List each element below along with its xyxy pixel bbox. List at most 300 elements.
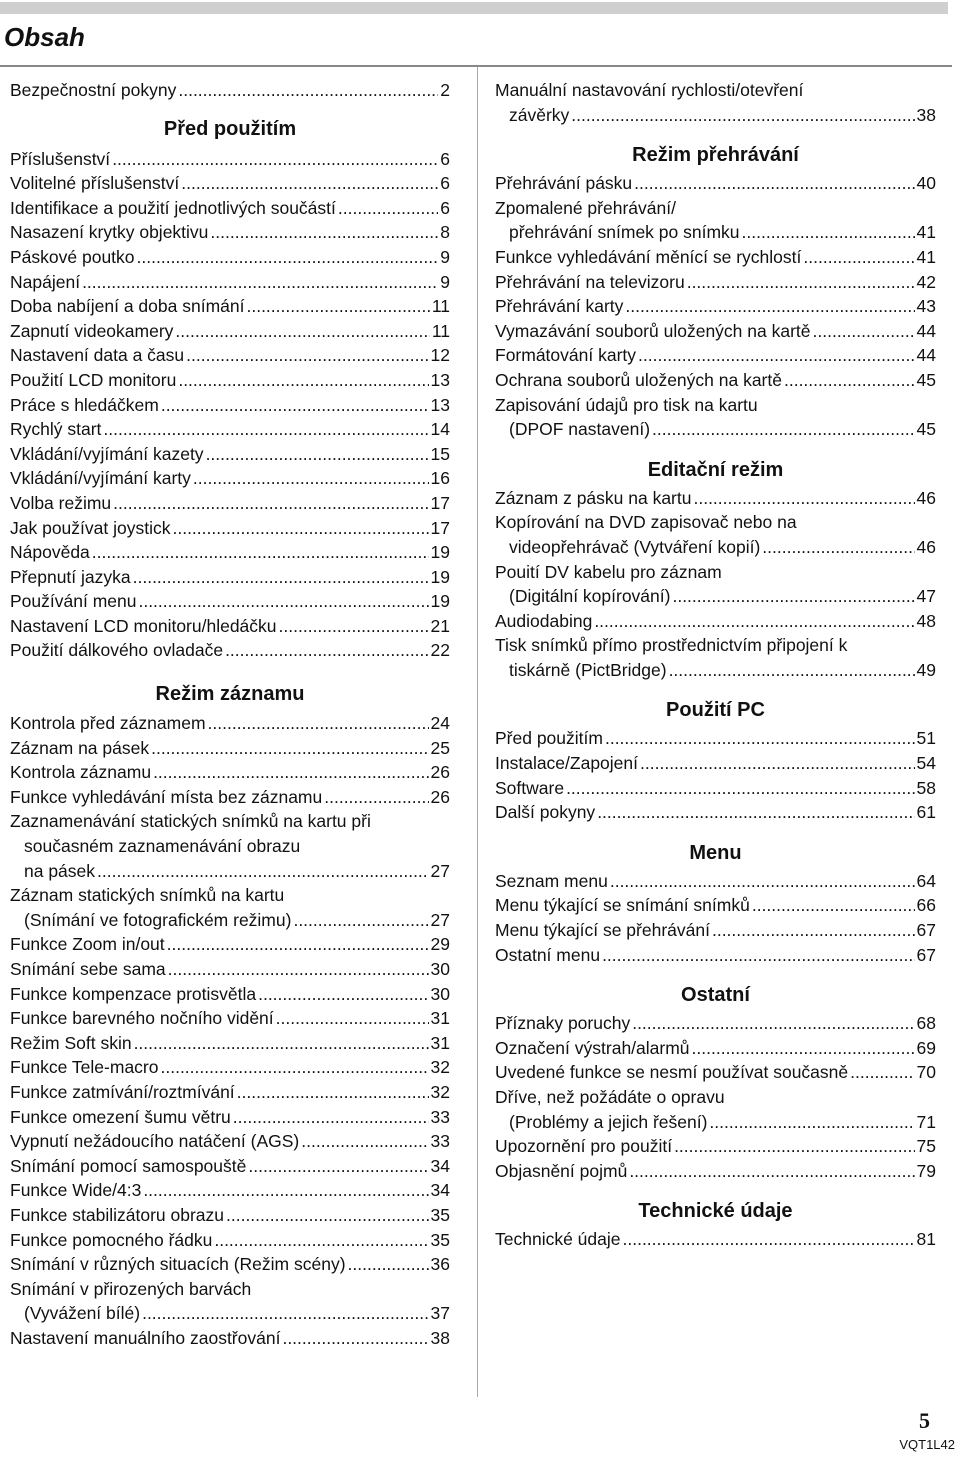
toc-entry[interactable] xyxy=(495,1085,936,1134)
toc-entry-label: Další pokyny xyxy=(495,802,596,823)
toc-entry-page: 17 xyxy=(430,517,450,538)
dot-leader xyxy=(225,638,428,663)
toc-entry-label: Funkce vyhledávání měnící se rychlostí xyxy=(495,246,802,267)
dot-leader xyxy=(276,1006,429,1031)
dot-leader xyxy=(237,1080,429,1105)
toc-entry-label: Vkládání/vyjímání kazety xyxy=(10,443,204,464)
toc-entry[interactable] xyxy=(10,245,450,270)
dot-leader xyxy=(206,442,429,467)
dot-leader xyxy=(571,103,914,128)
toc-entry-page: 16 xyxy=(430,468,450,489)
dot-leader xyxy=(233,1105,429,1130)
toc-entry[interactable] xyxy=(10,1228,450,1253)
dot-leader xyxy=(153,760,428,785)
toc-entry-label: Instalace/Zapojení xyxy=(495,753,639,774)
toc-entry-label: Označení výstrah/alarmů xyxy=(495,1037,690,1058)
toc-entry[interactable] xyxy=(10,147,450,172)
toc-entry-page: 2 xyxy=(440,80,450,100)
toc-entry-label: Funkce barevného nočního vidění xyxy=(10,1008,274,1029)
toc-entry-page: 45 xyxy=(916,419,936,440)
toc-entry-label: závěrky xyxy=(509,104,570,125)
toc-entry[interactable] xyxy=(495,776,936,801)
toc-entry-page: 11 xyxy=(431,296,450,317)
toc-entry-label: Manuální nastavování rychlosti/otevření xyxy=(495,80,804,100)
toc-entry[interactable] xyxy=(10,638,450,663)
toc-entry[interactable] xyxy=(10,1080,450,1105)
toc-entry[interactable] xyxy=(495,1011,936,1036)
toc-entry-label: (Digitální kopírování) xyxy=(509,586,671,607)
toc-entry-label: Napájení xyxy=(10,271,81,292)
toc-entry-label: Objasnění pojmů xyxy=(495,1160,628,1181)
toc-entry[interactable] xyxy=(10,883,450,932)
toc-entry-page: 67 xyxy=(916,920,936,941)
toc-entry-label: (Problémy a jejich řešení) xyxy=(509,1111,708,1132)
toc-entry[interactable] xyxy=(10,1277,450,1326)
dot-leader xyxy=(692,1036,915,1061)
section-heading-pouziti-pc: Použití PC xyxy=(666,699,765,722)
toc-entry-page: 46 xyxy=(916,487,936,508)
toc-entry[interactable] xyxy=(10,1154,450,1179)
dot-leader xyxy=(161,1055,429,1080)
dot-leader xyxy=(142,1301,428,1326)
toc-entry[interactable] xyxy=(10,1006,450,1031)
dot-leader xyxy=(623,1227,915,1252)
toc-entry[interactable] xyxy=(10,220,450,245)
dot-leader xyxy=(168,957,429,982)
dot-leader xyxy=(172,516,428,541)
toc-entry-label: Používání menu xyxy=(10,591,137,612)
toc-entry[interactable] xyxy=(10,1055,450,1080)
toc-entry-label: Nastavení data a času xyxy=(10,345,185,366)
toc-entry[interactable] xyxy=(495,1134,936,1159)
toc-entry[interactable] xyxy=(495,196,936,245)
section-heading-rezim-zaznamu: Režim záznamu xyxy=(155,683,305,706)
toc-entry-label: Tisk snímků přímo prostřednictvím připojení k xyxy=(495,635,848,656)
toc-entry[interactable] xyxy=(495,171,936,196)
toc-entry[interactable] xyxy=(10,319,450,344)
toc-entry-label: Kopírování na DVD zapisovač nebo na xyxy=(495,512,797,533)
toc-entry-label: Zaznamenávání statických snímků na kartu při xyxy=(10,811,371,832)
section-heading-ostatni: Ostatní xyxy=(681,984,750,1007)
dot-leader xyxy=(742,220,915,245)
dot-leader xyxy=(672,584,914,609)
toc-entry[interactable] xyxy=(495,918,936,943)
toc-entry[interactable] xyxy=(10,1129,450,1154)
toc-entry[interactable] xyxy=(495,1060,936,1085)
toc-entry-label: Uvedené funkce se nesmí používat současně xyxy=(495,1062,849,1083)
toc-entry-page: 43 xyxy=(916,296,936,317)
toc-entry-page: 33 xyxy=(430,1131,450,1152)
dot-leader xyxy=(638,343,915,368)
toc-entry[interactable] xyxy=(10,417,450,442)
dot-leader xyxy=(208,711,429,736)
toc-entry[interactable] xyxy=(495,1036,936,1061)
dot-leader xyxy=(674,1134,914,1159)
toc-entry[interactable] xyxy=(10,1203,450,1228)
toc-entry[interactable] xyxy=(10,442,450,467)
dot-leader xyxy=(134,1031,429,1056)
dot-leader xyxy=(193,466,429,491)
toc-entry[interactable] xyxy=(10,736,450,761)
toc-entry-page: 17 xyxy=(430,492,450,513)
dot-leader xyxy=(652,417,915,442)
toc-entry-page: 68 xyxy=(916,1013,936,1034)
dot-leader xyxy=(762,535,914,560)
toc-entry[interactable] xyxy=(495,943,936,968)
toc-entry-page: 21 xyxy=(430,615,450,636)
dot-leader xyxy=(625,294,914,319)
toc-entry-page: 6 xyxy=(440,148,450,169)
toc-entry-page: 75 xyxy=(916,1136,936,1157)
toc-entry-page: 41 xyxy=(916,222,936,243)
dot-leader xyxy=(143,1178,428,1203)
toc-entry-label: Vymazávání souborů uložených na kartě xyxy=(495,320,811,341)
dot-leader xyxy=(669,658,915,683)
toc-entry[interactable] xyxy=(495,393,936,442)
toc-entry[interactable] xyxy=(10,540,450,565)
dot-leader xyxy=(178,368,428,393)
section-heading-rezim-prehravani: Režim přehrávání xyxy=(632,144,799,167)
toc-entry-page: 79 xyxy=(916,1160,936,1181)
toc-entry-page: 26 xyxy=(430,762,450,783)
toc-entry-page: 25 xyxy=(430,737,450,758)
toc-entry-page: 42 xyxy=(916,271,936,292)
toc-entry[interactable] xyxy=(495,751,936,776)
toc-entry-label: Použití LCD monitoru xyxy=(10,369,177,390)
toc-entry[interactable] xyxy=(10,785,450,810)
dot-leader xyxy=(138,589,428,614)
toc-entry-label: Použití dálkového ovladače xyxy=(10,640,224,661)
dot-leader xyxy=(113,491,428,516)
top-bar xyxy=(0,2,948,14)
toc-entry-page: 38 xyxy=(430,1327,450,1348)
dot-leader xyxy=(279,614,429,639)
toc-entry-page: 48 xyxy=(916,610,936,631)
toc-entry[interactable] xyxy=(10,1252,450,1277)
toc-entry-label: Funkce zatmívání/roztmívání xyxy=(10,1081,235,1102)
title-rule xyxy=(0,65,952,67)
dot-leader xyxy=(248,1154,428,1179)
dot-leader xyxy=(693,486,914,511)
toc-entry-page: 40 xyxy=(916,173,936,194)
toc-entry[interactable] xyxy=(495,800,936,825)
toc-entry-label: Identifikace a použití jednotlivých součástí xyxy=(10,197,336,218)
dot-leader xyxy=(629,1159,914,1184)
dot-leader xyxy=(597,800,914,825)
toc-entry[interactable] xyxy=(495,245,936,270)
toc-entry-label: tiskárně (PictBridge) xyxy=(509,659,667,680)
dot-leader xyxy=(151,736,428,761)
toc-entry-label: Zapisování údajů pro tisk na kartu xyxy=(495,394,758,415)
toc-entry[interactable] xyxy=(495,1159,936,1184)
toc-entry-page: 19 xyxy=(430,591,450,612)
toc-entry-page: 67 xyxy=(916,944,936,965)
toc-entry[interactable] xyxy=(495,343,936,368)
page-number: 5 xyxy=(919,1408,930,1433)
toc-entry-label: Audiodabing xyxy=(495,610,593,631)
dot-leader xyxy=(605,726,915,751)
toc-entry-page: 22 xyxy=(430,640,450,661)
dot-leader xyxy=(214,1228,428,1253)
dot-leader xyxy=(282,1326,428,1351)
toc-entry-label: Funkce stabilizátoru obrazu xyxy=(10,1204,224,1225)
toc-entry-label: Bezpečnostní pokyny xyxy=(10,80,177,100)
toc-entry-label: Ochrana souborů uložených na kartě xyxy=(495,369,782,390)
toc-entry-page: 15 xyxy=(430,443,450,464)
toc-entry[interactable] xyxy=(495,368,936,393)
toc-entry-label: Funkce omezení šumu větru xyxy=(10,1106,231,1127)
dot-leader xyxy=(103,417,428,442)
dot-leader xyxy=(137,245,439,270)
toc-entry-page: 32 xyxy=(430,1081,450,1102)
dot-leader xyxy=(803,245,914,270)
toc-entry-page: 27 xyxy=(430,909,450,930)
toc-entry-label: Pouití DV kabelu pro záznam xyxy=(495,561,722,582)
toc-entry[interactable] xyxy=(10,589,450,614)
toc-entry-page: 32 xyxy=(430,1057,450,1078)
dot-leader xyxy=(348,1252,429,1277)
toc-entry-label: Příslušenství xyxy=(10,148,111,169)
toc-entry-label: Vypnutí nežádoucího natáčení (AGS) xyxy=(10,1131,300,1152)
dot-leader xyxy=(813,319,915,344)
toc-entry-label: Funkce Zoom in/out xyxy=(10,934,165,955)
toc-entry-label: Volba režimu xyxy=(10,492,112,513)
section-heading-technicke-udaje: Technické údaje xyxy=(638,1200,793,1223)
dot-leader xyxy=(293,908,428,933)
dot-leader xyxy=(632,1011,914,1036)
toc-entry-label: Přepnutí jazyka xyxy=(10,566,131,587)
toc-entry-label: Přehrávání na televizoru xyxy=(495,271,685,292)
toc-entry-label: Funkce Wide/4:3 xyxy=(10,1180,142,1201)
toc-entry-page: 64 xyxy=(916,870,936,891)
toc-entry[interactable] xyxy=(495,486,936,511)
toc-entry-label: Rychlý start xyxy=(10,419,102,440)
toc-entry-label: Formátování karty xyxy=(495,345,637,366)
toc-entry[interactable] xyxy=(10,78,450,103)
toc-entry-label: Funkce pomocného řádku xyxy=(10,1229,213,1250)
toc-entry[interactable] xyxy=(10,932,450,957)
toc-entry[interactable] xyxy=(495,633,936,682)
toc-entry[interactable] xyxy=(10,957,450,982)
dot-leader xyxy=(687,270,915,295)
toc-entry-page: 29 xyxy=(430,934,450,955)
dot-leader xyxy=(92,540,429,565)
toc-entry-label: Snímání v různých situacích (Režim scény) xyxy=(10,1254,346,1275)
toc-entry-page: 70 xyxy=(916,1062,936,1083)
toc-entry-page: 34 xyxy=(430,1155,450,1176)
dot-leader xyxy=(709,1110,914,1135)
toc-entry[interactable] xyxy=(10,491,450,516)
toc-entry[interactable] xyxy=(495,726,936,751)
toc-entry-page: 54 xyxy=(916,753,936,774)
dot-leader xyxy=(175,319,429,344)
toc-entry-page: 44 xyxy=(916,345,936,366)
toc-entry-label: Přehrávání pásku xyxy=(495,173,633,194)
section-heading-editacni-rezim: Editační režim xyxy=(647,458,784,481)
toc-column-right xyxy=(495,78,936,1252)
toc-entry-page: 44 xyxy=(916,320,936,341)
toc-entry[interactable] xyxy=(495,510,936,559)
toc-entry-label: Menu týkající se přehrávání xyxy=(495,920,710,941)
toc-entry-label: Snímání sebe sama xyxy=(10,959,166,979)
column-divider xyxy=(477,67,478,1397)
toc-entry-label: Menu týkající se snímání snímků xyxy=(495,895,750,916)
toc-entry-label: Záznam z pásku na kartu xyxy=(495,487,692,508)
toc-entry[interactable] xyxy=(495,893,936,918)
dot-leader xyxy=(97,859,429,884)
toc-entry[interactable] xyxy=(10,196,450,221)
toc-entry-label: Nastavení manuálního zaostřování xyxy=(10,1327,281,1348)
toc-entry[interactable] xyxy=(10,760,450,785)
dot-leader xyxy=(640,751,915,776)
toc-entry-label: Záznam statických snímků na kartu xyxy=(10,885,285,906)
toc-entry[interactable] xyxy=(10,614,450,639)
dot-leader xyxy=(712,918,915,943)
dot-leader xyxy=(112,147,438,172)
toc-entry-label: Upozornění pro použití xyxy=(495,1136,673,1157)
toc-entry[interactable] xyxy=(495,869,936,894)
toc-entry-page: 46 xyxy=(916,536,936,557)
toc-entry-label: Funkce kompenzace protisvětla xyxy=(10,983,257,1004)
dot-leader xyxy=(161,393,429,418)
section-heading-menu: Menu xyxy=(689,841,742,864)
dot-leader xyxy=(133,565,429,590)
toc-column-left xyxy=(10,78,450,1351)
toc-entry[interactable] xyxy=(10,1326,450,1351)
toc-entry[interactable] xyxy=(495,78,936,127)
toc-entry-label: Před použitím xyxy=(495,728,603,749)
toc-entry-page: 11 xyxy=(431,320,450,341)
toc-entry-label: Seznam menu xyxy=(495,870,608,891)
toc-entry[interactable] xyxy=(10,294,450,319)
toc-entry-page: 41 xyxy=(916,246,936,267)
toc-entry-label: Technické údaje xyxy=(495,1229,621,1250)
toc-entry-label: Software xyxy=(495,777,565,798)
dot-leader xyxy=(226,1203,429,1228)
toc-entry-page: 66 xyxy=(916,895,936,916)
toc-entry-page: 51 xyxy=(916,728,936,749)
toc-entry[interactable] xyxy=(10,466,450,491)
toc-entry-page: 37 xyxy=(430,1303,450,1324)
toc-entry-label: Nápověda xyxy=(10,542,90,563)
toc-entry[interactable] xyxy=(10,982,450,1007)
toc-entry[interactable] xyxy=(10,1178,450,1203)
toc-entry-page: 49 xyxy=(916,659,936,680)
toc-entry-page: 12 xyxy=(430,345,450,366)
toc-entry-label: Kontrola záznamu xyxy=(10,762,152,783)
toc-entry-label: Funkce vyhledávání místa bez záznamu xyxy=(10,786,323,807)
document-code: VQT1L42 xyxy=(899,1437,955,1452)
toc-entry-label: Ostatní menu xyxy=(495,944,601,965)
toc-entry[interactable] xyxy=(10,516,450,541)
section-heading-pred-pouzitim: Před použitím xyxy=(163,117,297,140)
toc-entry[interactable] xyxy=(10,1105,450,1130)
toc-entry-page: 27 xyxy=(430,860,450,881)
dot-leader xyxy=(784,368,915,393)
dot-leader xyxy=(186,343,428,368)
toc-entry[interactable] xyxy=(495,270,936,295)
toc-entry-label: Kontrola před záznamem xyxy=(10,713,206,734)
toc-entry-page: 26 xyxy=(430,786,450,807)
toc-entry-label: Volitelné příslušenství xyxy=(10,173,180,194)
toc-entry-label: (DPOF nastavení) xyxy=(509,419,651,440)
toc-entry[interactable] xyxy=(10,368,450,393)
toc-entry-page: 19 xyxy=(430,542,450,563)
toc-entry-page: 34 xyxy=(430,1180,450,1201)
toc-entry[interactable] xyxy=(10,809,450,883)
toc-entry-label: Záznam na pásek xyxy=(10,737,150,758)
toc-entry[interactable] xyxy=(10,343,450,368)
toc-entry-page: 30 xyxy=(430,983,450,1004)
toc-entry[interactable] xyxy=(495,1227,936,1252)
toc-entry-label: Zapnutí videokamery xyxy=(10,320,174,341)
toc-entry-label: Nasazení krytky objektivu xyxy=(10,222,209,243)
page-title: Obsah xyxy=(4,22,85,52)
toc-entry-label: Práce s hledáčkem xyxy=(10,394,159,415)
toc-entry-page: 6 xyxy=(440,197,450,218)
toc-entry[interactable] xyxy=(495,560,936,609)
dot-leader xyxy=(210,220,438,245)
toc-entry-page: 71 xyxy=(916,1111,936,1132)
toc-entry[interactable] xyxy=(495,294,936,319)
dot-leader xyxy=(82,270,438,295)
toc-entry-label: současném zaznamenávání obrazu xyxy=(24,836,301,857)
toc-entry-label: Jak používat joystick xyxy=(10,517,171,538)
toc-entry-label: videopřehrávač (Vytváření kopií) xyxy=(509,536,761,557)
toc-entry[interactable] xyxy=(10,1031,450,1056)
toc-entry[interactable] xyxy=(10,565,450,590)
toc-entry-page: 61 xyxy=(916,802,936,823)
toc-entry-label: Přehrávání karty xyxy=(495,296,624,317)
toc-entry[interactable] xyxy=(10,393,450,418)
dot-leader xyxy=(181,171,438,196)
toc-entry-label: Páskové poutko xyxy=(10,246,135,267)
toc-entry-page: 31 xyxy=(430,1008,450,1029)
toc-entry-page: 9 xyxy=(440,271,450,292)
dot-leader xyxy=(178,78,438,103)
toc-entry[interactable] xyxy=(10,270,450,295)
toc-entry-label: Snímání pomocí samospouště xyxy=(10,1155,247,1176)
toc-entry-label: Režim Soft skin xyxy=(10,1032,132,1053)
dot-leader xyxy=(602,943,914,968)
dot-leader xyxy=(566,776,914,801)
toc-entry[interactable] xyxy=(495,609,936,634)
toc-entry-label: Doba nabíjení a doba snímání xyxy=(10,296,245,317)
toc-entry-page: 69 xyxy=(916,1037,936,1058)
dot-leader xyxy=(324,785,428,810)
dot-leader xyxy=(850,1060,914,1085)
toc-entry-label: Funkce Tele-macro xyxy=(10,1057,159,1078)
toc-entry-page: 35 xyxy=(430,1229,450,1250)
dot-leader xyxy=(610,869,915,894)
dot-leader xyxy=(752,893,915,918)
toc-entry[interactable] xyxy=(495,319,936,344)
toc-entry-page: 38 xyxy=(916,104,936,125)
dot-leader xyxy=(167,932,429,957)
toc-entry-page: 9 xyxy=(440,246,450,267)
toc-entry-page: 35 xyxy=(430,1204,450,1225)
toc-entry-label: na pásek xyxy=(24,860,96,881)
toc-entry-label: přehrávání snímek po snímku xyxy=(509,222,740,243)
toc-entry-label: Vkládání/vyjímání karty xyxy=(10,468,191,489)
toc-entry[interactable] xyxy=(10,711,450,736)
toc-entry-page: 8 xyxy=(440,222,450,243)
toc-entry[interactable] xyxy=(10,171,450,196)
toc-entry-label: (Snímání ve fotografickém režimu) xyxy=(24,909,292,930)
toc-entry-page: 13 xyxy=(430,369,450,390)
dot-leader xyxy=(338,196,438,221)
toc-entry-page: 30 xyxy=(430,959,450,979)
